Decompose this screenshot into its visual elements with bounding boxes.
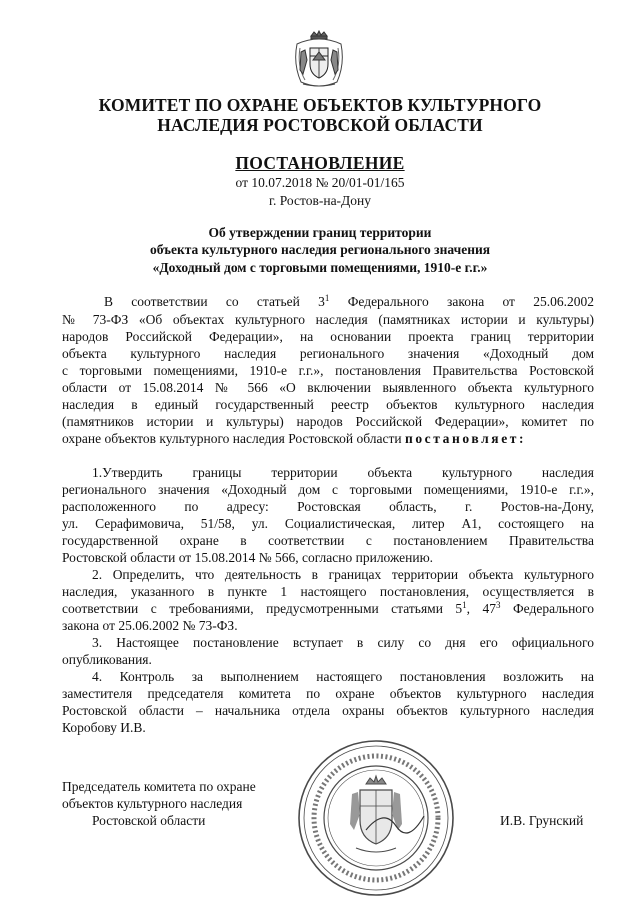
signatory-name: И.В. Грунский bbox=[500, 813, 584, 828]
committee-title-line-2: НАСЛЕДИЯ РОСТОВСКОЙ ОБЛАСТИ bbox=[157, 115, 483, 135]
item-2-line-3: соответствии с требованиями, предусмотренными статьями $5^1$, $47^3$ Федерального bbox=[62, 600, 595, 616]
item-4-line-3: Ростовской области – начальника отдела охраны объектов культурного наследия bbox=[62, 703, 594, 718]
document-type-heading: ПОСТАНОВЛЕНИЕ bbox=[235, 153, 405, 173]
item-1-line-2: регионального значения «Доходный дом с торговыми помещениями, 1910-е г.г.», bbox=[62, 482, 594, 497]
subject-line-2: объекта культурного наследия регионального значения bbox=[149, 242, 491, 257]
item-2-line-1: 2. Определить, что деятельность в границах территории объекта культурного bbox=[92, 567, 594, 582]
item-3-line-1: 3. Настоящее постановление вступает в силу со дня его официального bbox=[92, 635, 594, 650]
signatory-title-line-2: объектов культурного наследия bbox=[62, 796, 243, 811]
item-1-line-4: ул. Серафимовича, 51/58, ул. Социалистическая, литер А1, состоящего на bbox=[62, 516, 594, 531]
preamble-line-5: с торговыми помещениями, 1910-е г.г.», постановления Правительства Ростовской bbox=[62, 363, 594, 378]
signatory-title-line-3: Ростовской области bbox=[92, 813, 206, 828]
item-3-line-2: опубликования. bbox=[62, 652, 152, 667]
date-and-number: от 10.07.2018 № 20/01-01/165 bbox=[235, 175, 405, 190]
subject-line-3: «Доходный дом с торговыми помещениями, 1910-е г.г.» bbox=[152, 260, 488, 275]
item-2-line-4: закона от 25.06.2002 № 73-ФЗ. bbox=[62, 618, 238, 633]
preamble-line-9: охране объектов культурного наследия Ростовской области постановляет: bbox=[62, 431, 527, 446]
item-2-line-2: наследия, указанного в пункте 1 настоящего постановления, осуществляется в bbox=[62, 584, 594, 599]
preamble-line-4: объекта культурного наследия регионального значения «Доходный дом bbox=[62, 346, 594, 361]
preamble-line-1: В соответствии со статьей $3^1$ Федерального закона от 25.06.2002 bbox=[104, 293, 594, 309]
coat-of-arms-icon bbox=[291, 30, 347, 90]
item-1-line-3: расположенного по адресу: Ростовская область, г. Ростов-на-Дону, bbox=[62, 499, 594, 514]
item-1-line-6: Ростовской области от 15.08.2014 № 566, согласно приложению. bbox=[62, 550, 434, 565]
subject-line-1: Об утверждении границ территории bbox=[208, 225, 432, 240]
city-line: г. Ростов-на-Дону bbox=[268, 193, 371, 208]
item-1-line-1: 1.Утвердить границы территории объекта культурного наследия bbox=[92, 465, 594, 480]
item-1-line-5: государственной охране в соответствии с постановлением Правительства bbox=[62, 533, 594, 548]
item-4-line-1: 4. Контроль за выполнением настоящего постановления возложить на bbox=[92, 669, 594, 684]
preamble-line-7: наследия в единый государственный реестр объектов культурного наследия bbox=[62, 397, 594, 412]
item-4-line-2: заместителя председателя комитета по охране объектов культурного наследия bbox=[62, 686, 594, 701]
preamble-line-3: народов Российской Федерации», на основании проекта границ территории bbox=[62, 329, 594, 344]
resolves-word: постановляет: bbox=[404, 431, 527, 446]
preamble-line-2: № 73-ФЗ «Об объектах культурного наследия (памятниках истории и культуры) bbox=[62, 312, 594, 327]
preamble-line-6: области от 15.08.2014 № 566 «О включении выявленного объекта культурного bbox=[62, 380, 594, 395]
signatory-title-line-1: Председатель комитета по охране bbox=[62, 779, 256, 794]
official-seal-icon bbox=[296, 738, 456, 898]
preamble-line-8: (памятников истории и культуры) народов Российской Федерации», комитет по bbox=[62, 414, 594, 429]
committee-title-line-1: КОМИТЕТ ПО ОХРАНЕ ОБЪЕКТОВ КУЛЬТУРНОГО bbox=[98, 95, 542, 115]
item-4-line-4: Коробову И.В. bbox=[62, 720, 146, 735]
